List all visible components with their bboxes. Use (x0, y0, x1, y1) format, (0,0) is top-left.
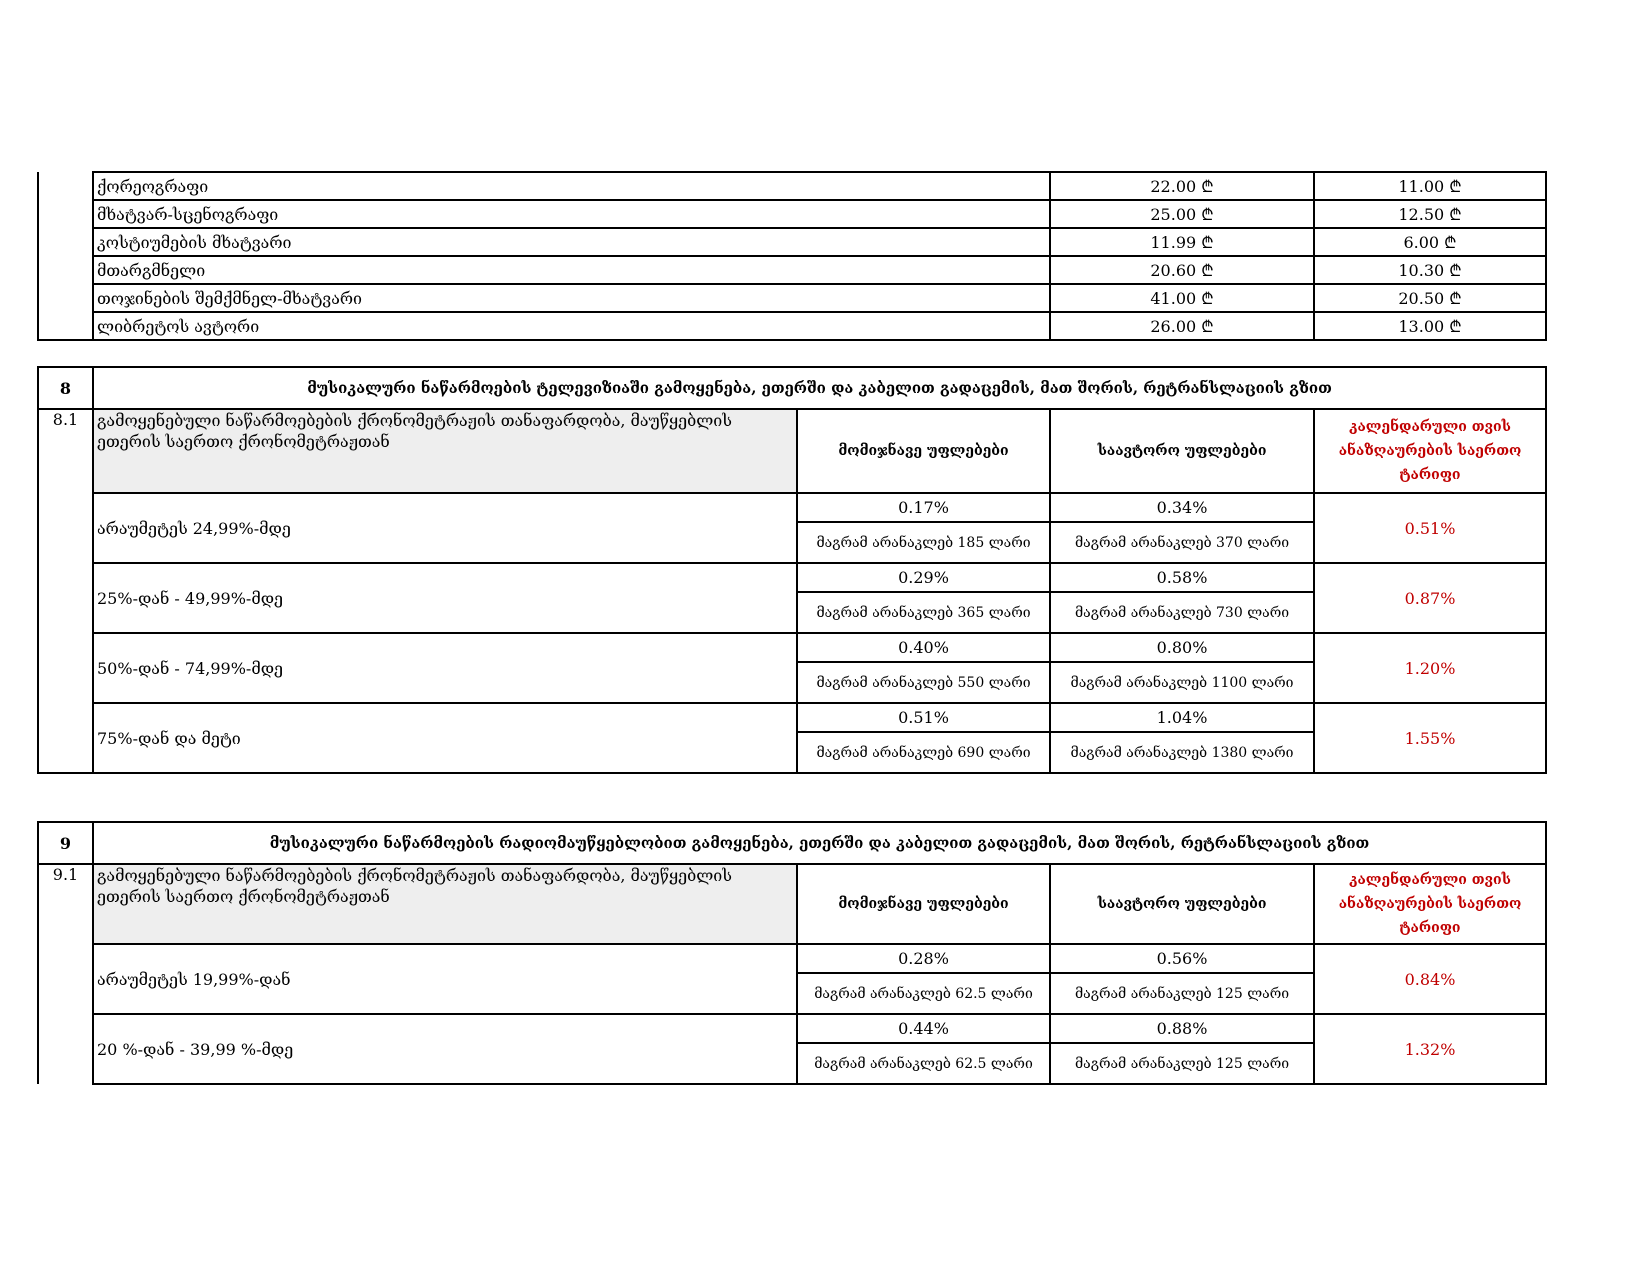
author-pct: 0.88% (1050, 1014, 1314, 1043)
author-rights-header: საავტორო უფლებები (1050, 864, 1314, 944)
table-row (38, 256, 1546, 284)
total-tariff-header: კალენდარული თვის ანაზღაურების საერთო ტარიფი (1314, 864, 1546, 944)
total-rate: 0.84% (1314, 944, 1546, 1014)
rate-cell: 20.60 ₾ (1050, 256, 1314, 284)
author-pct: 0.56% (1050, 944, 1314, 973)
empty-cell (38, 312, 93, 340)
section-8-table (37, 366, 1547, 774)
rate-cell: 11.99 ₾ (1050, 228, 1314, 256)
author-min: მაგრამ არანაკლებ 1380 ლარი (1050, 732, 1314, 773)
author-rights-header: საავტორო უფლებები (1050, 409, 1314, 493)
table-row (38, 1014, 1546, 1043)
author-pct: 0.34% (1050, 493, 1314, 522)
total-rate: 1.20% (1314, 633, 1546, 703)
range-label: არაუმეტეს 24,99%-მდე (93, 493, 797, 563)
related-min: მაგრამ არანაკლებ 185 ლარი (797, 522, 1050, 563)
total-rate: 1.55% (1314, 703, 1546, 773)
total-rate: 0.51% (1314, 493, 1546, 563)
table-row (38, 944, 1546, 973)
related-pct: 0.29% (797, 563, 1050, 592)
section-header-row (38, 822, 1546, 864)
related-pct: 0.17% (797, 493, 1050, 522)
range-label: არაუმეტეს 19,99%-დან (93, 944, 797, 1014)
table-row (38, 284, 1546, 312)
table-row (38, 228, 1546, 256)
related-pct: 0.40% (797, 633, 1050, 662)
total-rate: 1.32% (1314, 1014, 1546, 1084)
column-header-row (38, 864, 1546, 944)
rate-cell: 13.00 ₾ (1314, 312, 1546, 340)
section-title: მუსიკალური ნაწარმოების რადიომაუწყებლობით გამოყენება, ეთერში და კაბელით გადაცემის, მათ შორის, რეტრანსლაციის გზით (93, 822, 1546, 864)
section-9-table (37, 821, 1547, 1085)
rate-cell: 41.00 ₾ (1050, 284, 1314, 312)
empty-cell (38, 228, 93, 256)
author-min: მაგრამ არანაკლებ 1100 ლარი (1050, 662, 1314, 703)
total-rate: 0.87% (1314, 563, 1546, 633)
table-row (38, 563, 1546, 592)
rate-cell: 25.00 ₾ (1050, 200, 1314, 228)
related-pct: 0.28% (797, 944, 1050, 973)
author-min: მაგრამ არანაკლებ 125 ლარი (1050, 973, 1314, 1014)
empty-cell (38, 284, 93, 312)
author-pct: 0.80% (1050, 633, 1314, 662)
subsection-number: 9.1 (38, 864, 93, 1084)
author-min: მაგრამ არანაკლებ 730 ლარი (1050, 592, 1314, 633)
author-pct: 1.04% (1050, 703, 1314, 732)
table-row (38, 493, 1546, 522)
rate-cell: 11.00 ₾ (1314, 172, 1546, 200)
related-pct: 0.51% (797, 703, 1050, 732)
table-row (38, 172, 1546, 200)
related-min: მაგრამ არანაკლებ 365 ლარი (797, 592, 1050, 633)
subsection-number: 8.1 (38, 409, 93, 773)
section-number: 8 (38, 367, 93, 409)
total-tariff-header: კალენდარული თვის ანაზღაურების საერთო ტარიფი (1314, 409, 1546, 493)
rate-cell: 12.50 ₾ (1314, 200, 1546, 228)
rate-cell: 22.00 ₾ (1050, 172, 1314, 200)
empty-cell (38, 172, 93, 200)
related-rights-header: მომიჯნავე უფლებები (797, 864, 1050, 944)
column-header-row (38, 409, 1546, 493)
related-min: მაგრამ არანაკლებ 550 ლარი (797, 662, 1050, 703)
author-min: მაგრამ არანაკლებ 125 ლარი (1050, 1043, 1314, 1084)
range-label: 75%-დან და მეტი (93, 703, 797, 773)
table-row (38, 633, 1546, 662)
related-rights-header: მომიჯნავე უფლებები (797, 409, 1050, 493)
related-min: მაგრამ არანაკლებ 62.5 ლარი (797, 973, 1050, 1014)
description-header: გამოყენებული ნაწარმოებების ქრონომეტრაჟის თანაფარდობა, მაუწყებლის ეთერის საერთო ქრონომეტრაჟთან (93, 409, 797, 493)
rates-table (37, 171, 1547, 341)
section-header-row (38, 367, 1546, 409)
table-row (38, 703, 1546, 732)
section-number: 9 (38, 822, 93, 864)
role-cell: მხატვარ-სცენოგრაფი (93, 200, 1050, 228)
rate-cell: 26.00 ₾ (1050, 312, 1314, 340)
related-pct: 0.44% (797, 1014, 1050, 1043)
section-title: მუსიკალური ნაწარმოების ტელევიზიაში გამოყენება, ეთერში და კაბელით გადაცემის, მათ შორის, რეტრანსლაციის გზით (93, 367, 1546, 409)
author-pct: 0.58% (1050, 563, 1314, 592)
role-cell: კოსტიუმების მხატვარი (93, 228, 1050, 256)
range-label: 20 %-დან - 39,99 %-მდე (93, 1014, 797, 1084)
related-min: მაგრამ არანაკლებ 690 ლარი (797, 732, 1050, 773)
role-cell: მთარგმნელი (93, 256, 1050, 284)
role-cell: ლიბრეტოს ავტორი (93, 312, 1050, 340)
range-label: 25%-დან - 49,99%-მდე (93, 563, 797, 633)
role-cell: ქორეოგრაფი (93, 172, 1050, 200)
rate-cell: 6.00 ₾ (1314, 228, 1546, 256)
empty-cell (38, 256, 93, 284)
empty-cell (38, 200, 93, 228)
description-header: გამოყენებული ნაწარმოებების ქრონომეტრაჟის თანაფარდობა, მაუწყებლის ეთერის საერთო ქრონომეტრაჟთან (93, 864, 797, 944)
rate-cell: 20.50 ₾ (1314, 284, 1546, 312)
role-cell: თოჯინების შემქმნელ-მხატვარი (93, 284, 1050, 312)
table-row (38, 200, 1546, 228)
related-min: მაგრამ არანაკლებ 62.5 ლარი (797, 1043, 1050, 1084)
table-row (38, 312, 1546, 340)
author-min: მაგრამ არანაკლებ 370 ლარი (1050, 522, 1314, 563)
rate-cell: 10.30 ₾ (1314, 256, 1546, 284)
range-label: 50%-დან - 74,99%-მდე (93, 633, 797, 703)
